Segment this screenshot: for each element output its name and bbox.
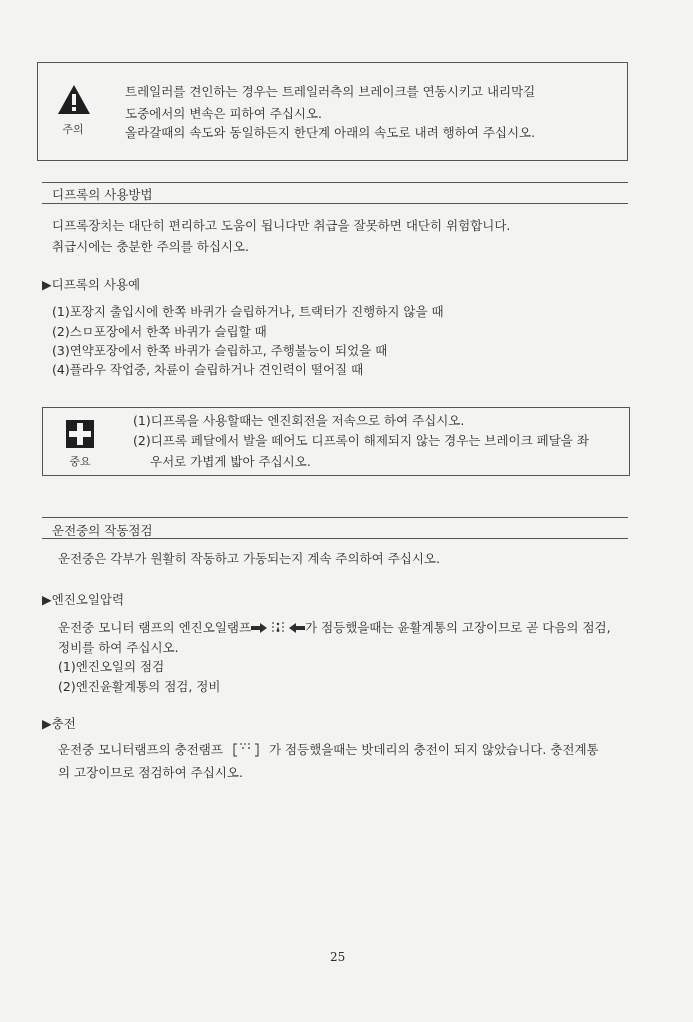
section-rule-top (42, 517, 628, 518)
section-heading-operation-check: 운전중의 작동점검 (52, 523, 153, 538)
arrow-right-icon (251, 623, 267, 633)
section-rule-bottom (42, 538, 628, 539)
caution-line-1: 트레일러를 견인하는 경우는 트레일러측의 브레이크를 연동시키고 내리막길 (125, 84, 536, 99)
list-item: (1)엔진오일의 점검 (58, 659, 165, 674)
subheading-oil-pressure: ▶엔진오일압력 (42, 592, 125, 607)
caution-line-2: 도중에서의 변속은 피하여 주십시오. (125, 106, 323, 121)
list-item: (2)스ㅁ포장에서 한쪽 바퀴가 슬립할 때 (52, 324, 267, 339)
caution-label: 주의 (62, 123, 84, 136)
operation-check-intro: 운전중은 각부가 원활히 작동하고 가동되는지 계속 주의하여 주십시오. (58, 551, 440, 566)
important-line-3: 우서로 가볍게 밟아 주십시오. (150, 454, 311, 469)
subheading-charging: ▶충전 (42, 716, 76, 731)
important-label: 중요 (69, 455, 91, 468)
oil-pressure-line-1 (58, 620, 611, 636)
charging-text-before: 운전중 모니터램프의 충전램프 (58, 742, 223, 757)
charge-lamp-icon (233, 742, 259, 758)
important-line-2: (2)디프록 페달에서 발을 떼어도 디프록이 해제되지 않는 경우는 브레이크 페달을 좌 (133, 433, 589, 448)
charging-text-after: 가 점등했을때는 밧데리의 충전이 되지 않았습니다. 충전계통 (268, 742, 599, 757)
caution-line-3: 올라갈때의 속도와 동일하든지 한단계 아래의 속도로 내려 행하여 주십시오. (125, 125, 536, 140)
subheading-diff-lock-examples: ▶디프록의 사용예 (42, 277, 141, 292)
engine-oil-lamp-icon (271, 620, 285, 636)
list-item: (1)포장지 출입시에 한쪽 바퀴가 슬립하거나, 트랙터가 진행하지 않을 때 (52, 304, 444, 319)
diff-lock-intro-2: 취급시에는 충분한 주의를 하십시오. (52, 239, 250, 254)
oil-pressure-text-after: 가 점등했을때는 윤활계통의 고장이므로 곧 다음의 점검, (305, 620, 611, 635)
list-item: (2)엔진윤활계통의 점검, 정비 (58, 679, 221, 694)
important-line-1: (1)디프록을 사용할때는 엔진회전을 저속으로 하여 주십시오. (133, 413, 465, 428)
section-rule-bottom (42, 203, 628, 204)
charging-line-1 (58, 742, 599, 758)
list-item: (4)플라우 작업중, 차륜이 슬립하거나 견인력이 떨어질 때 (52, 362, 364, 377)
diff-lock-intro-1: 디프록장치는 대단히 편리하고 도움이 됩니다만 취급을 잘못하면 대단히 위험합니다. (52, 218, 511, 233)
warning-triangle-icon (57, 84, 91, 115)
oil-pressure-text-before: 운전중 모니터 램프의 엔진오일램프 (58, 620, 252, 635)
charging-line-2: 의 고장이므로 점검하여 주십시오. (58, 765, 243, 780)
oil-pressure-line-2: 정비를 하여 주십시오. (58, 640, 179, 655)
arrow-left-icon (289, 623, 305, 633)
list-item: (3)연약포장에서 한쪽 바퀴가 슬립하고, 주행불능이 되었을 때 (52, 343, 388, 358)
page-number: 25 (330, 950, 346, 964)
important-cross-icon (66, 420, 94, 448)
section-rule-top (42, 182, 628, 183)
section-heading-diff-lock: 디프록의 사용방법 (52, 187, 153, 202)
